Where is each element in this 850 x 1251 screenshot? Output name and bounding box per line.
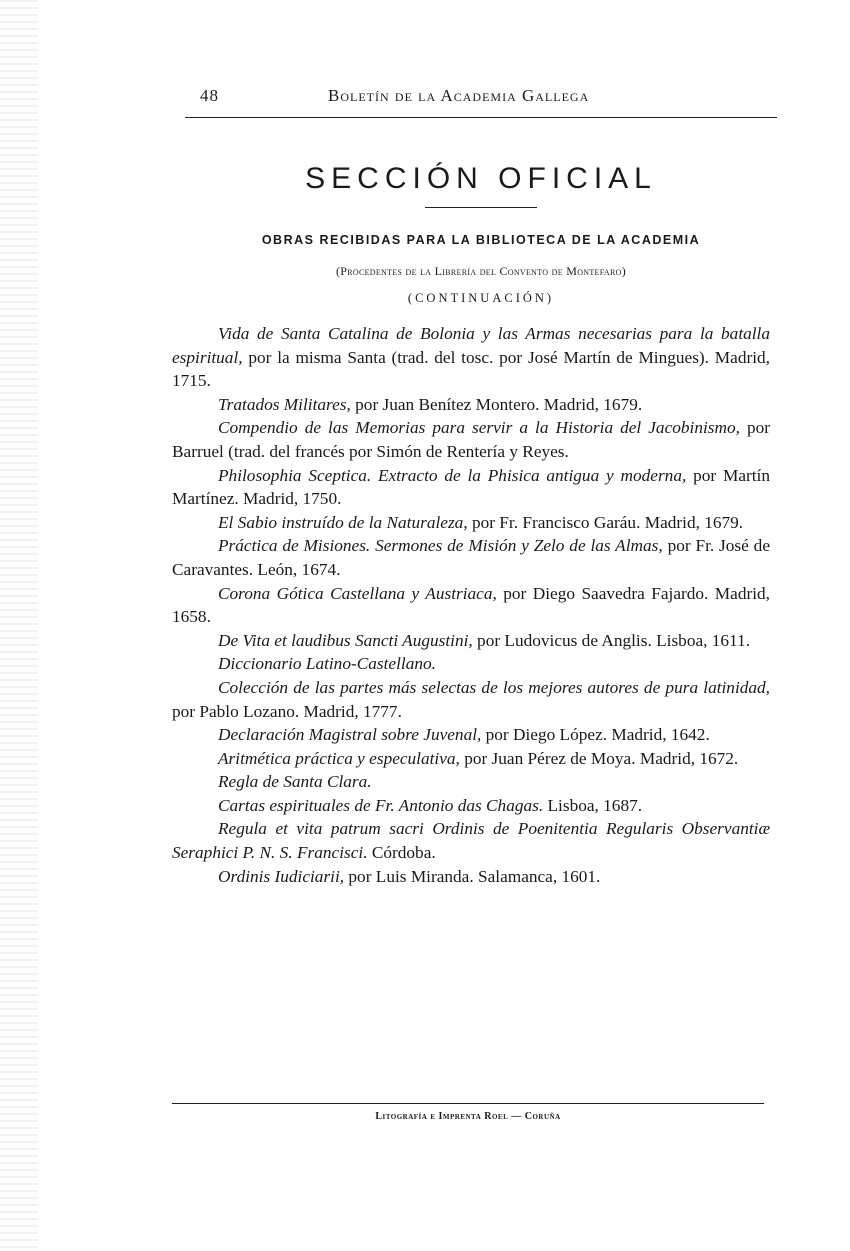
book-title: De Vita et laudibus Sancti Augustini, bbox=[218, 630, 473, 650]
book-details: Lisboa, 1687. bbox=[543, 795, 643, 815]
book-details: Córdoba. bbox=[367, 843, 436, 863]
book-title: Diccionario Latino-Castellano. bbox=[218, 654, 436, 674]
provenance-note: (Procedentes de la Librería del Convento de Montefaro) bbox=[335, 264, 626, 278]
book-list bbox=[172, 322, 770, 888]
printer-imprint: Litografía e Imprenta Roel — Coruña bbox=[375, 1111, 561, 1122]
book-entry bbox=[172, 723, 770, 747]
book-details: por Fr. Francisco Garáu. Madrid, 1679. bbox=[467, 512, 744, 532]
book-title: Declaración Magistral sobre Juvenal, bbox=[218, 725, 482, 745]
book-entry bbox=[172, 416, 770, 463]
book-entry bbox=[172, 464, 770, 511]
book-entry bbox=[172, 322, 770, 393]
section-subtitle: OBRAS RECIBIDAS PARA LA BIBLIOTECA DE LA ACADEMIA bbox=[261, 233, 701, 247]
book-details: por Barruel (trad. del francés por Simón de Rentería y Reyes. bbox=[172, 418, 770, 461]
book-entry bbox=[172, 629, 770, 653]
book-title: Práctica de Misiones. Sermones de Misión y Zelo de las Almas, bbox=[218, 536, 663, 556]
book-entry bbox=[172, 817, 770, 864]
book-title: Compendio de las Memorias para servir a la Historia del Jacobinismo, bbox=[218, 418, 740, 438]
book-title: Regla de Santa Clara. bbox=[218, 772, 372, 792]
book-entry bbox=[172, 511, 770, 535]
book-title: Regula et vita patrum sacri Ordinis de Poenitentia Regularis Observantiæ Seraphici P. N. S. Francisci. bbox=[172, 819, 770, 863]
book-details: por Pablo Lozano. Madrid, 1777. bbox=[172, 701, 402, 721]
book-entry bbox=[172, 534, 770, 581]
book-title: Ordinis Iudiciarii, bbox=[218, 866, 345, 886]
book-title: Philosophia Sceptica. Extracto de la Phisica antigua y moderna, bbox=[218, 465, 687, 485]
book-entry bbox=[172, 794, 770, 818]
continuation-note: (CONTINUACIÓN) bbox=[407, 291, 555, 305]
book-entry bbox=[172, 652, 770, 676]
running-header bbox=[200, 86, 640, 110]
book-title: Colección de las partes más selectas de los mejores autores de pura latinidad, bbox=[218, 677, 770, 697]
book-details: por Diego López. Madrid, 1642. bbox=[481, 725, 710, 745]
book-entry bbox=[172, 393, 770, 417]
book-title: Vida de Santa Catalina de Bolonia y las Armas necesarias para la batalla espiritual, bbox=[172, 324, 770, 367]
book-details: por Juan Pérez de Moya. Madrid, 1672. bbox=[459, 748, 739, 768]
book-details: por Juan Benítez Montero. Madrid, 1679. bbox=[350, 394, 643, 414]
scan-edge-shadow bbox=[0, 0, 38, 1251]
book-entry bbox=[172, 582, 770, 629]
book-entry bbox=[172, 770, 770, 794]
book-details: por la misma Santa (trad. del tosc. por José Martín de Mingues). Madrid, 1715. bbox=[172, 347, 770, 391]
book-title: Corona Gótica Castellana y Austriaca, bbox=[218, 583, 497, 603]
book-details: por Fr. José de Caravantes. León, 1674. bbox=[172, 536, 770, 579]
title-rule bbox=[425, 207, 537, 208]
book-entry bbox=[172, 747, 770, 771]
book-details: por Ludovicus de Anglis. Lisboa, 1611. bbox=[472, 630, 751, 650]
section-title: SECCIÓN OFICIAL bbox=[305, 162, 657, 195]
header-rule bbox=[185, 117, 777, 118]
book-details: por Martín Martínez. Madrid, 1750. bbox=[172, 465, 770, 509]
book-details: por Luis Miranda. Salamanca, 1601. bbox=[344, 866, 601, 886]
book-entry bbox=[172, 676, 770, 723]
book-details: por Diego Saavedra Fajardo. Madrid, 1658. bbox=[172, 583, 770, 627]
journal-title: Boletín de la Academia Gallega bbox=[328, 86, 590, 105]
book-title: Cartas espirituales de Fr. Antonio das Chagas. bbox=[218, 795, 544, 815]
footer-rule bbox=[172, 1103, 764, 1104]
page-number: 48 bbox=[200, 86, 219, 105]
book-title: Aritmética práctica y especulativa, bbox=[218, 748, 460, 768]
book-entry bbox=[172, 865, 770, 889]
book-title: El Sabio instruído de la Naturaleza, bbox=[218, 512, 468, 532]
book-title: Tratados Militares, bbox=[218, 394, 351, 414]
